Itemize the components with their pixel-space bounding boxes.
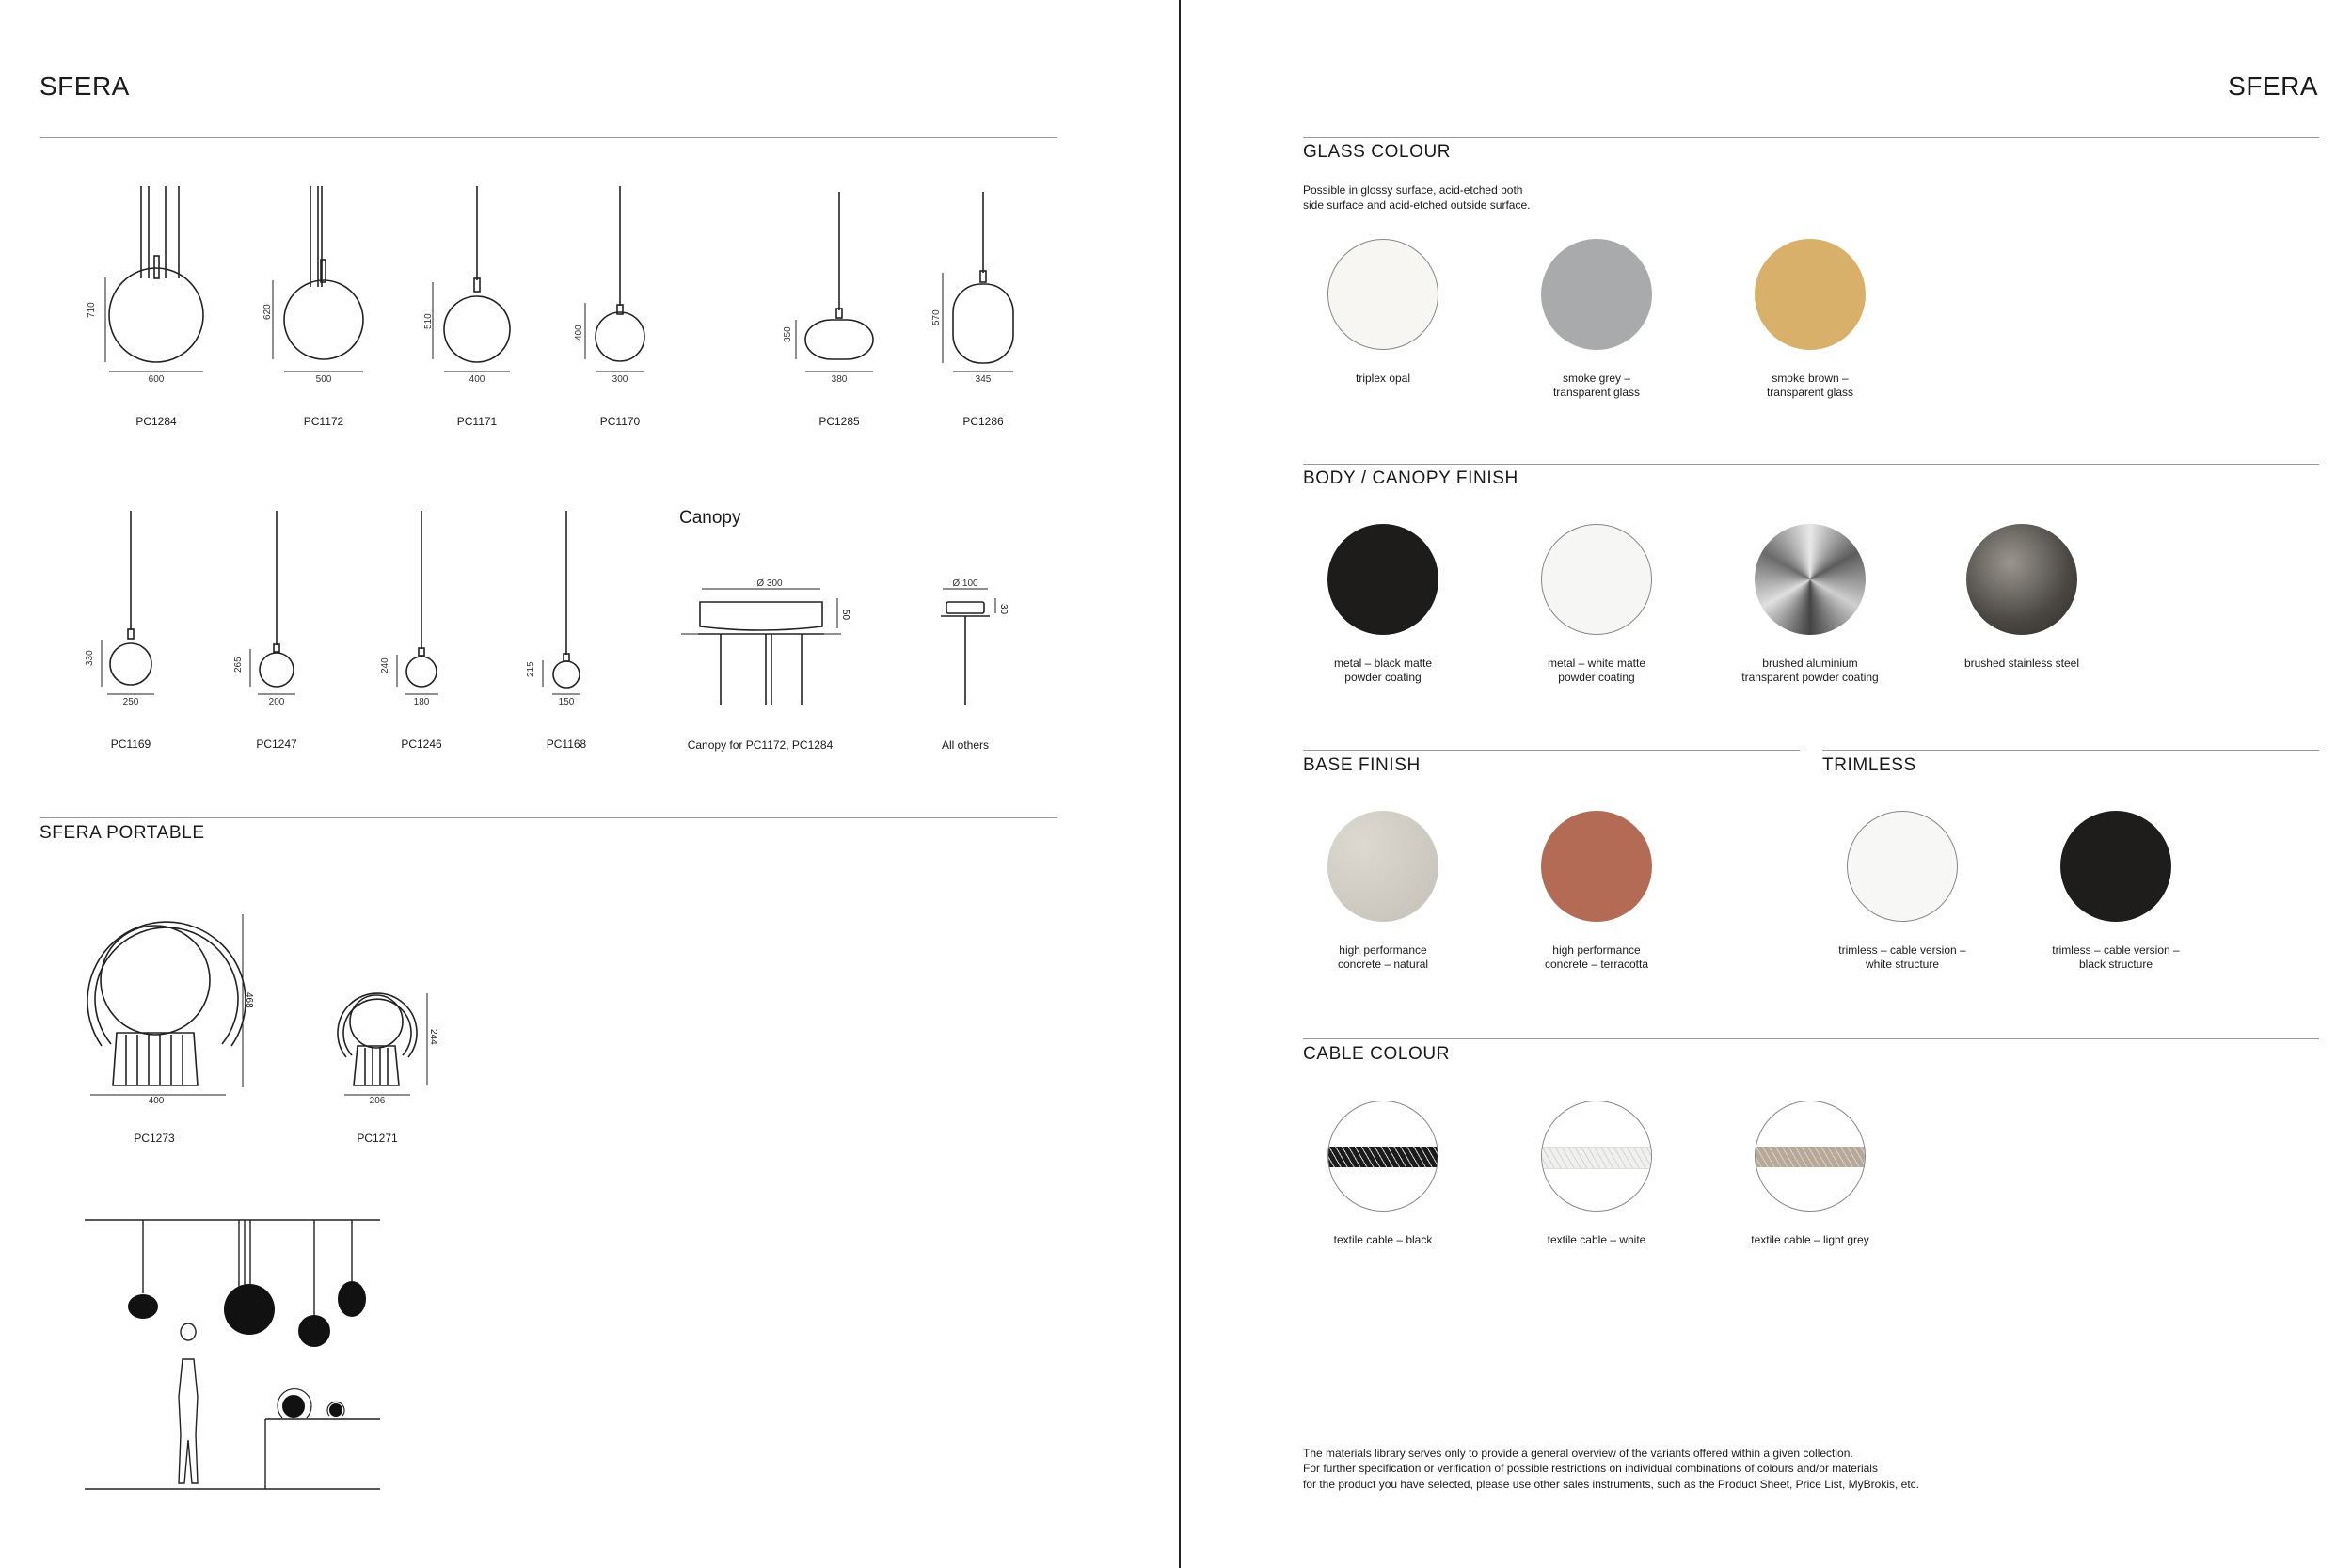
swatch-concrete-terracotta[interactable] (1541, 811, 1652, 922)
dim-height: 400 (574, 325, 584, 341)
cable-strip (1328, 1147, 1438, 1167)
dim-width: 345 (975, 374, 992, 385)
dim-width: 200 (268, 697, 285, 707)
dim-width: 400 (148, 1096, 165, 1106)
canopy-small-caption: All others (941, 738, 990, 752)
swatch-caption: triplex opal (1355, 372, 1411, 385)
cable-strip (1542, 1147, 1652, 1169)
glass-colour-heading: GLASS COLOUR (1303, 142, 1452, 162)
product-code: PC1169 (110, 737, 151, 751)
glass-note-line1: Possible in glossy surface, acid-etched both (1303, 183, 1523, 197)
portable-drawings (0, 903, 470, 1148)
glass-note-line2: side surface and acid-etched outside surface. (1303, 198, 1531, 212)
product-code: PC1168 (546, 737, 587, 751)
swatch-caption: trimless – cable version – white structure (1838, 943, 1966, 971)
product-code: PC1273 (134, 1132, 175, 1145)
dim-width: 380 (831, 374, 848, 385)
swatch-caption: high performance concrete – terracotta (1544, 943, 1649, 971)
swatch-caption: metal – black matte powder coating (1333, 657, 1433, 684)
dim-height: 620 (262, 304, 273, 320)
swatch-brushed-aluminium[interactable] (1755, 524, 1866, 635)
page-spine (1179, 0, 1181, 1568)
footer-line2: For further specification or verification of possible restrictions on individual combinations of colours and/or materials (1303, 1462, 1878, 1475)
swatch-concrete-natural[interactable] (1327, 811, 1438, 922)
product-code: PC1246 (401, 737, 442, 751)
product-code: PC1172 (303, 415, 344, 428)
base-divider (1303, 750, 1800, 751)
product-code: PC1170 (599, 415, 641, 428)
product-code: PC1284 (135, 415, 177, 428)
body-finish-heading: BODY / CANOPY FINISH (1303, 468, 1518, 488)
cable-colour-heading: CABLE COLOUR (1303, 1044, 1451, 1064)
swatch-caption: metal – white matte powder coating (1547, 657, 1646, 684)
right-page-title: SFERA (2228, 71, 2318, 101)
portable-divider (40, 817, 1057, 818)
dim-width: 500 (315, 374, 332, 385)
left-header-divider (40, 137, 1057, 138)
dim-height: 468 (244, 992, 254, 1008)
swatch-caption: brushed stainless steel (1963, 657, 2080, 670)
swatch-caption: smoke grey – transparent glass (1552, 372, 1641, 399)
swatch-brushed-stainless[interactable] (1966, 524, 2077, 635)
canopy-large-diameter: Ø 300 (756, 578, 783, 589)
cable-divider (1303, 1038, 2319, 1039)
left-page-title: SFERA (40, 71, 130, 101)
portable-heading: SFERA PORTABLE (40, 823, 205, 843)
swatch-smoke-brown[interactable] (1755, 239, 1866, 350)
product-code: PC1271 (357, 1132, 398, 1145)
canopy-large-caption: Canopy for PC1172, PC1284 (687, 738, 834, 752)
dim-width: 250 (122, 697, 139, 707)
dim-width: 600 (148, 374, 165, 385)
footer-line3: for the product you have selected, please use other sales instruments, such as the Product Sheet, Price List, MyBrokis, etc. (1303, 1478, 1919, 1491)
footer-line1: The materials library serves only to provide a general overview of the variants offered within a given collection. (1303, 1447, 1853, 1460)
swatch-caption: textile cable – black (1333, 1233, 1433, 1246)
dim-height: 244 (428, 1029, 438, 1045)
canopy-large-height: 50 (840, 610, 850, 621)
product-code: PC1286 (962, 415, 1004, 428)
dim-width: 300 (612, 374, 628, 385)
dim-height: 330 (85, 650, 95, 666)
product-code: PC1247 (256, 737, 297, 751)
swatch-caption: smoke brown – transparent glass (1766, 372, 1854, 399)
swatch-white-matte[interactable] (1541, 524, 1652, 635)
dim-width: 150 (558, 697, 575, 707)
dim-width: 400 (469, 374, 485, 385)
product-code: PC1171 (456, 415, 498, 428)
product-code: PC1285 (818, 415, 860, 428)
dim-height: 265 (233, 657, 244, 673)
trimless-heading: TRIMLESS (1822, 755, 1916, 775)
swatch-caption: trimless – cable version – black structure (2052, 943, 2180, 971)
dim-height: 570 (931, 309, 942, 325)
swatch-trimless-black[interactable] (2060, 811, 2171, 922)
swatch-smoke-grey[interactable] (1541, 239, 1652, 350)
swatch-trimless-white[interactable] (1847, 811, 1958, 922)
dim-width: 206 (369, 1096, 386, 1106)
right-header-divider (1303, 137, 2319, 138)
swatch-black-matte[interactable] (1327, 524, 1438, 635)
swatch-caption: textile cable – white (1547, 1233, 1646, 1246)
scale-illustration (75, 1209, 395, 1500)
swatch-cable-light-grey[interactable] (1755, 1101, 1866, 1212)
dim-height: 215 (526, 661, 536, 677)
body-divider (1303, 464, 2319, 465)
canopy-small-height: 30 (998, 604, 1009, 615)
dim-height: 350 (783, 326, 793, 342)
base-finish-heading: BASE FINISH (1303, 755, 1421, 775)
dim-height: 710 (87, 302, 97, 318)
cable-strip (1756, 1147, 1866, 1167)
swatch-cable-black[interactable] (1327, 1101, 1438, 1212)
swatch-cable-white[interactable] (1541, 1101, 1652, 1212)
swatch-caption: high performance concrete – natural (1337, 943, 1429, 971)
swatch-triplex-opal[interactable] (1327, 239, 1438, 350)
swatch-caption: brushed aluminium transparent powder coating (1741, 657, 1879, 684)
trimless-divider (1822, 750, 2319, 751)
canopy-heading: Canopy (679, 508, 741, 528)
dim-height: 240 (380, 657, 390, 673)
dim-width: 180 (413, 697, 430, 707)
swatch-caption: textile cable – light grey (1751, 1233, 1869, 1246)
dim-height: 510 (423, 313, 434, 329)
canopy-small-diameter: Ø 100 (952, 578, 978, 589)
